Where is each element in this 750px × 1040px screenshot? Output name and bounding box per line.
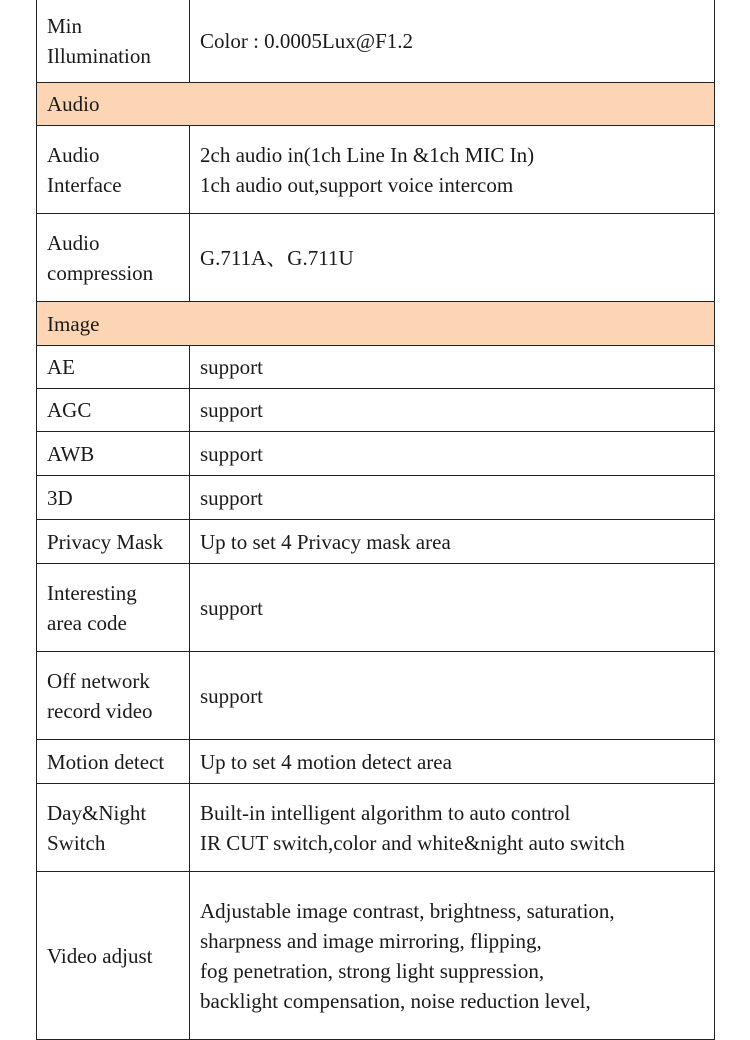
row-value: support xyxy=(190,389,715,432)
row-label: Interesting area code xyxy=(37,564,190,652)
row-label: Min Illumination xyxy=(37,0,190,83)
row-value: support xyxy=(190,346,715,389)
table-row xyxy=(37,214,715,302)
row-value: G.711A、G.711U xyxy=(190,214,715,302)
row-value: Up to set 4 motion detect area xyxy=(190,740,715,784)
row-label: Audio Interface xyxy=(37,126,190,214)
row-label: Video adjust xyxy=(37,872,190,1040)
table-row xyxy=(37,564,715,652)
row-value: support xyxy=(190,652,715,740)
table-row xyxy=(37,784,715,872)
row-label: Off network record video xyxy=(37,652,190,740)
row-label: Motion detect xyxy=(37,740,190,784)
row-value: support xyxy=(190,564,715,652)
row-label: Day&Night Switch xyxy=(37,784,190,872)
row-label: AE xyxy=(37,346,190,389)
row-label: Audio compression xyxy=(37,214,190,302)
row-value: support xyxy=(190,476,715,520)
row-value: Color : 0.0005Lux@F1.2 xyxy=(190,0,715,83)
table-row xyxy=(37,432,715,476)
table-row xyxy=(37,0,715,83)
table-row xyxy=(37,126,715,214)
row-value: Built-in intelligent algorithm to auto control IR CUT switch,color and white&night auto switch xyxy=(190,784,715,872)
table-row xyxy=(37,652,715,740)
row-label: AGC xyxy=(37,389,190,432)
table-row xyxy=(37,476,715,520)
row-label: Privacy Mask xyxy=(37,520,190,564)
row-value: 2ch audio in(1ch Line In &1ch MIC In) 1ch audio out,support voice intercom xyxy=(190,126,715,214)
section-header-image xyxy=(37,302,715,346)
section-title: Audio xyxy=(37,83,715,126)
section-title: Image xyxy=(37,302,715,346)
table-row xyxy=(37,346,715,389)
row-label: 3D xyxy=(37,476,190,520)
table-row xyxy=(37,520,715,564)
table-row xyxy=(37,872,715,1040)
row-label: AWB xyxy=(37,432,190,476)
table-row xyxy=(37,389,715,432)
table-row xyxy=(37,740,715,784)
spec-table xyxy=(36,0,715,1040)
section-header-audio xyxy=(37,83,715,126)
row-value: Up to set 4 Privacy mask area xyxy=(190,520,715,564)
row-value: support xyxy=(190,432,715,476)
row-value: Adjustable image contrast, brightness, saturation, sharpness and image mirroring, flipping, fog penetration, strong light suppression, backlight compensation, noise reduction level, xyxy=(190,872,715,1040)
